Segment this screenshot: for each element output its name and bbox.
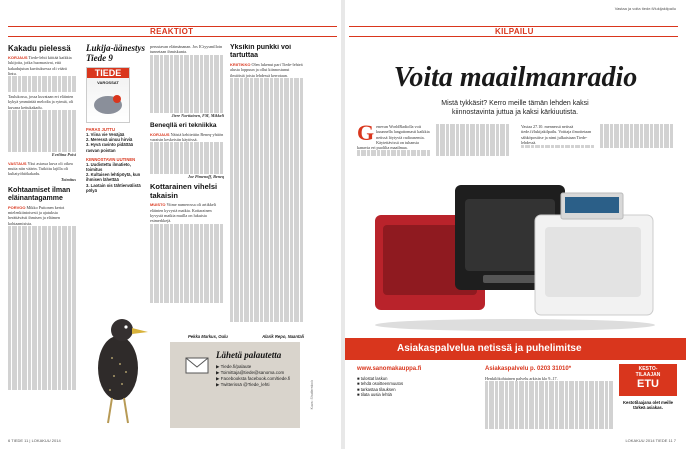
best-heading: PARAS JUTTU <box>86 127 116 132</box>
headline-kohtaamiset: Kohtaamiset ilman eläinantagamme <box>8 186 71 202</box>
paragraph-text: enevan WorldRadiolla voit kuunnella langattomasti kaikkia netissä löytyviä radioasemia. Käytettävissä on tuhansia kanavia eri puolilta maailmaa. <box>357 124 430 151</box>
kicker: MUISTO <box>150 202 166 208</box>
badge-line: TILAAJAN <box>635 372 661 378</box>
section-title: REAKTIOT <box>150 27 194 36</box>
badge-line: ETU <box>637 378 659 390</box>
page-footer: 6 TIEDE 11 | LOKAKUU 2014 <box>8 438 61 443</box>
contest-headline: Voita maailmanradio <box>393 62 638 93</box>
interesting-list-item: 3. Laotain ois tähtienvälistä pölyä <box>86 182 141 193</box>
feedback-list <box>216 364 290 388</box>
service-banner <box>345 338 686 360</box>
feedback-item: ▶ Toimittaja@tiede@sanoma.com <box>216 370 285 375</box>
paragraph-text: Näistä kehitettiin Beneq-yhtiön varaisin keskeisiin käytössä. <box>150 131 224 142</box>
feedback-title: Lähetä palautetta <box>216 350 282 360</box>
paragraph-text: Tiede-lehti kiittää kaikkia lukijoita, jotka huomasivat, että kakadujutun kuvituksessa oli väärä lintu. <box>8 55 72 76</box>
cover-logo: TIEDE <box>87 68 129 78</box>
envelope-icon <box>184 352 210 378</box>
paragraph-text: Viime numerossa oli artikkeli eläinten kyvystä matkia. Kottarainen kyvystä matkia muilla on lukuisia esimerkkejä. <box>150 202 217 224</box>
service-phone-details <box>485 376 613 436</box>
left-page <box>0 0 341 449</box>
loyalty-badge <box>619 364 677 396</box>
headline-kottarainen: Kottarainen vihelsi takaisin <box>150 182 218 200</box>
paragraph-text: Vastaa 27.10. mennessä netissä tiede.fi/lukijakilpailu. Voittaja ilmoitetaan sähköpostitse ja nimi julkaistaan Tiede-lehdessä. <box>521 124 592 145</box>
contest-body-right <box>521 124 673 182</box>
cover-illustration <box>87 87 129 117</box>
signature: Joe Pimenoff, Beneq <box>187 174 224 180</box>
column-3 <box>150 44 224 334</box>
phone-hours: Henkilökohtainen palvelu arkisin klo 9–17. <box>485 376 558 381</box>
paragraph-text: Taulukossa, jossa kuvataan eri eläinten kykyä ymmärtää melodia ja rytmiä, oli kuvana kettukakadu. <box>8 94 74 110</box>
feedback-box <box>170 342 300 428</box>
best-list-item: 3. Hyvä ravinto pidättää rasvan poistan <box>86 142 134 153</box>
signature: Alarik Repo, Naantali <box>262 334 304 339</box>
kicker: PORVOO <box>8 204 26 210</box>
feedback-item: ▶ Twitterissä @Tiede_lehti <box>216 382 270 387</box>
service-web-item: ■ tilata uusia lehtiä <box>357 392 392 398</box>
magazine-cover <box>86 67 130 123</box>
signature: Jiere Nortiainen, FM, Mikkeli <box>171 112 224 118</box>
contest-deck: Mistä tykkäsit? Kerro meille tämän lehden kaksi kiinnostavinta juttua ja kaksi kärkiuutista. <box>441 100 589 116</box>
headline-beneq: Beneqllä eri tekniikka <box>150 122 217 130</box>
service-title: Asiakaspalvelua netissä ja puhelimitse <box>397 343 582 354</box>
feedback-item: ▶ Facebooksta facebook.com/tiede.fi <box>216 376 291 381</box>
photo-credit: Kuva: Shutterstock <box>310 380 314 410</box>
paragraph-text: Olen lukenut pari Tiede-lehteä alusta loppuun ja ollut kiinnostunut ilmiöistä joista lehdessä kerrotaan. <box>230 62 303 78</box>
column-1 <box>8 44 76 439</box>
right-page <box>345 0 686 449</box>
best-list <box>86 132 146 153</box>
headline-punkki: Yksikin punkki voi tartuttaa <box>230 44 292 59</box>
paragraph-text: Mikko Puttonen kertoi mielenkiintoisesti ja ajatuksia herättävästi ihmisen ja eläimen kohtaamisista. <box>8 204 65 226</box>
kicker: KRIITIKKO <box>230 62 251 67</box>
headline-kakadu: Kakadu pielessä <box>8 44 71 53</box>
badge-line: KESTO- <box>638 366 658 372</box>
promo-title: Lukija-äänestys Tiede 9 <box>86 43 146 63</box>
column-4 <box>230 44 304 334</box>
paragraph <box>8 55 76 76</box>
interesting-heading: KIINNOSTAVIN UUTINEN <box>86 156 136 162</box>
service-web-item: ■ tulostat laskun <box>357 376 388 381</box>
signature: Eveliina Poisi <box>51 152 76 158</box>
kicker: KORJAUS <box>8 55 28 60</box>
paragraph-text: Yksi asiassa kuva oli oikea muita niin väärin. Tutkittu lajilla oli kultatyöhtökakadu. <box>8 160 73 177</box>
kicker: VASTAUS <box>8 160 27 166</box>
interesting-list <box>86 162 146 193</box>
contest-body-left: G enevan WorldRadiolla voit kuunnella langattomasti kaikkia netissä löytyviä radioasemia. Käytettävissä on tuhansia kanavia eri puolilta maailmaa. <box>357 124 509 182</box>
contest-url-note: Vastaa ja voita tiede.fi/lukijakilpailu <box>614 6 676 11</box>
service-web-list <box>357 376 481 398</box>
signature: Pekka Markus, Oulu <box>188 334 228 339</box>
starling-bird-photo <box>82 298 154 438</box>
service-phone: Asiakaspalvelu p. 0203 31010* <box>485 366 572 372</box>
interesting-list-item: 1. Uudistettu ilmatieto, toimitus <box>86 161 131 173</box>
signature: Toimitus <box>61 176 76 182</box>
cover-headline: VAROSSAT <box>97 80 119 85</box>
kicker: KORJAUS <box>150 131 170 137</box>
section-title: KILPAILU <box>495 27 534 36</box>
best-list-item: 1. Viina vie Venäjää <box>86 132 125 137</box>
service-web-item: ■ tarkastaa tilauksen <box>357 386 396 392</box>
paragraph-text: perustavan eläimänanan. Jos ICtyysmilloin tunnetaan ihmiskunta. <box>150 44 223 55</box>
radio-product-photo <box>375 185 665 335</box>
service-web-link[interactable]: www.sanomakauppa.fi <box>357 366 422 372</box>
feedback-item: ▶ Tiede.fi/palaute <box>216 364 252 369</box>
best-list-item: 2. Meressä uinuu hirviä <box>86 137 133 143</box>
interesting-list-item: 2. Kultaisen lehtipöytä, kun ihmisen lähettää <box>86 172 141 183</box>
service-web-item: ■ tehdä osoitteenmuutos <box>357 381 404 387</box>
page-footer: LOKAKUU 2014 TIEDE 11 7 <box>625 438 676 443</box>
badge-caption: Kestotilaajana olet meille tärkeä asiakas. <box>622 400 674 411</box>
poll-promo <box>86 44 146 284</box>
